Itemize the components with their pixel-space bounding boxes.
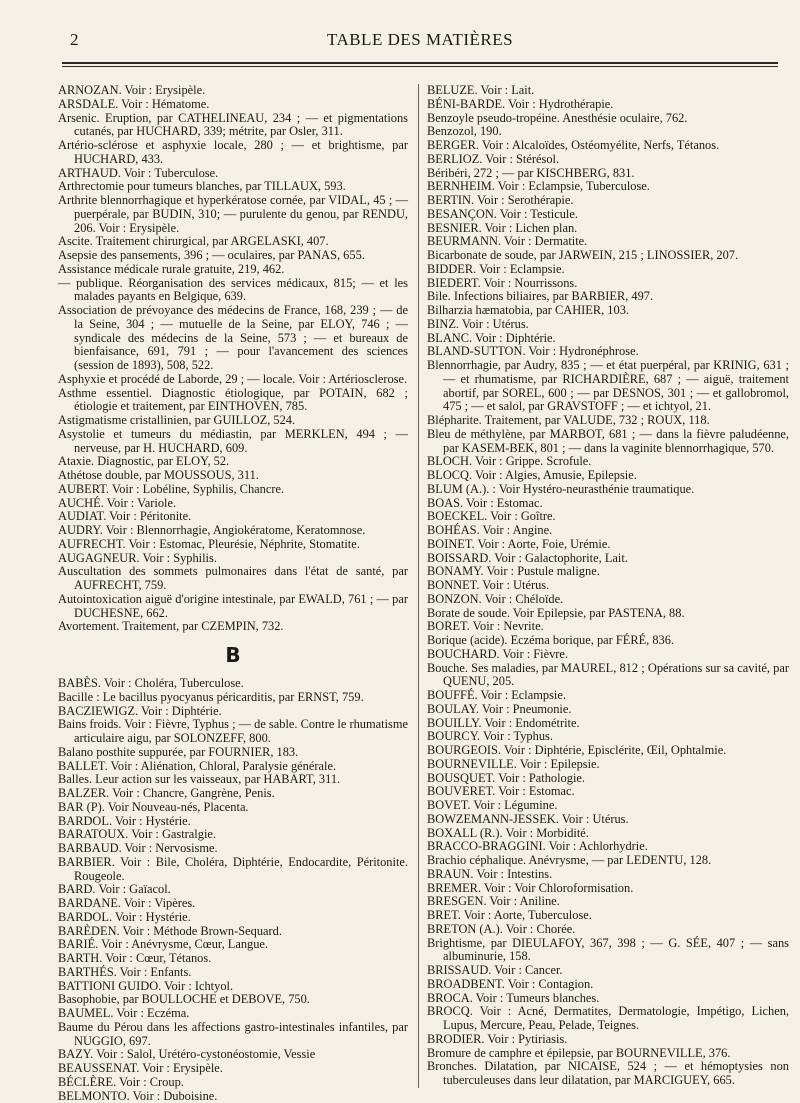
index-entry: BAZY. Voir : Salol, Urétéro-cystonéostomie, Vessie (58, 1048, 408, 1062)
index-entry: BLANC. Voir : Diphtérie. (427, 332, 789, 346)
index-entry: Borate de soude. Voir Epilepsie, par PASTENA, 88. (427, 607, 789, 621)
index-entry: BOECKEL. Voir : Goître. (427, 510, 789, 524)
index-entry: BARTH. Voir : Cœur, Tétanos. (58, 952, 408, 966)
index-entry: BONNET. Voir : Utérus. (427, 579, 789, 593)
index-entry: BOAS. Voir : Estomac. (427, 497, 789, 511)
index-entry: Asystolie et tumeurs du médiastin, par MERKLEN, 494 ; — nerveuse, par H. HUCHARD, 609. (58, 428, 408, 456)
index-entry: BARIÉ. Voir : Anévrysme, Cœur, Langue. (58, 938, 408, 952)
index-entry: BACZIEWIGZ. Voir : Diphtérie. (58, 705, 408, 719)
index-entry: BLAND-SUTTON. Voir : Hydronéphrose. (427, 345, 789, 359)
index-entry: Borique (acide). Eczéma borique, par FÉRÉ, 836. (427, 634, 789, 648)
index-entry: BATTIONI GUIDO. Voir : Ichtyol. (58, 980, 408, 994)
page-number: 2 (70, 30, 79, 50)
index-entry: Béribéri, 272 ; — par KISCHBERG, 831. (427, 167, 789, 181)
index-list-b (58, 677, 408, 1103)
index-entry: BONAMY. Voir : Pustule maligne. (427, 565, 789, 579)
index-entry: Arsenic. Eruption, par CATHELINEAU, 234 ; — et pigmentations cutanés, par HUCHARD, 339; métrite, par Osler, 311. (58, 112, 408, 140)
index-entry: BERTIN. Voir : Serothérapie. (427, 194, 789, 208)
index-entry: AUDIAT. Voir : Péritonite. (58, 510, 408, 524)
index-entry: AUBERT. Voir : Lobéline, Syphilis, Chancre. (58, 483, 408, 497)
index-entry: BOUFFÉ. Voir : Eclampsie. (427, 689, 789, 703)
index-entry: Basophobie, par BOULLOCHE et DEBOVE, 750. (58, 993, 408, 1007)
index-entry: BRET. Voir : Aorte, Tuberculose. (427, 909, 789, 923)
index-entry: BERGER. Voir : Alcaloïdes, Ostéomyélite, Nerfs, Tétanos. (427, 139, 789, 153)
index-entry: — publique. Réorganisation des services médicaux, 815; — et les malades payants en Belgique, 639. (58, 277, 408, 305)
index-entry: Baume du Pérou dans les affections gastro-intestinales infantiles, par NUGGIO, 697. (58, 1021, 408, 1049)
index-entry: Ascite. Traitement chirurgical, par ARGELASKI, 407. (58, 235, 408, 249)
index-entry: BOUCHARD. Voir : Fièvre. (427, 648, 789, 662)
index-entry: BRACCO-BRAGGINI. Voir : Achlorhydrie. (427, 840, 789, 854)
index-entry: BROADBENT. Voir : Contagion. (427, 978, 789, 992)
index-entry: BINZ. Voir : Utérus. (427, 318, 789, 332)
index-entry: BROCA. Voir : Tumeurs blanches. (427, 992, 789, 1006)
index-entry: Athétose double, par MOUSSOUS, 311. (58, 469, 408, 483)
index-entry: Asepsie des pansements, 396 ; — oculaires, par PANAS, 655. (58, 249, 408, 263)
index-entry: BÉCLÈRE. Voir : Croup. (58, 1076, 408, 1090)
index-entry: ARNOZAN. Voir : Erysipèle. (58, 84, 408, 98)
index-entry: Bile. Infections biliaires, par BARBIER, 497. (427, 290, 789, 304)
index-entry: BELUZE. Voir : Lait. (427, 84, 789, 98)
index-entry: BARATOUX. Voir : Gastralgie. (58, 828, 408, 842)
index-entry: BREMER. Voir : Voir Chloroformisation. (427, 882, 789, 896)
index-entry: Bilharzia hæmatobia, par CAHIER, 103. (427, 304, 789, 318)
index-entry: AUDRY. Voir : Blennorrhagie, Angiokératome, Keratomnose. (58, 524, 408, 538)
index-entry: Benzozol, 190. (427, 125, 789, 139)
index-entry: BARBIER. Voir : Bile, Choléra, Diphtérie, Endocardite, Péritonite. Rougeole. (58, 856, 408, 884)
index-entry: BARD. Voir : Gaïacol. (58, 883, 408, 897)
index-entry: BORET. Voir : Nevrite. (427, 620, 789, 634)
index-entry: BONZON. Voir : Chéloïde. (427, 593, 789, 607)
index-entry: BEAUSSENAT. Voir : Erysipèle. (58, 1062, 408, 1076)
index-entry: BESANÇON. Voir : Testicule. (427, 208, 789, 222)
index-entry: Avortement. Traitement, par CZEMPIN, 732. (58, 620, 408, 634)
index-entry: BESNIER. Voir : Lichen plan. (427, 222, 789, 236)
index-entry: Blépharite. Traitement, par VALUDE, 732 ; ROUX, 118. (427, 414, 789, 428)
index-entry: Arthrite blennorrhagique et hyperkératose cornée, par VIDAL, 45 ; — puerpérale, par BUDIN, 310; — purulente du genou, par RENDU, 206. Voir : Erysipèle. (58, 194, 408, 235)
index-entry: AUGAGNEUR. Voir : Syphilis. (58, 552, 408, 566)
header-rule-thin (62, 66, 778, 67)
index-entry: Assistance médicale rurale gratuite, 219, 462. (58, 263, 408, 277)
index-entry: BAUMEL. Voir : Eczéma. (58, 1007, 408, 1021)
index-entry: BOHÉAS. Voir : Angine. (427, 524, 789, 538)
index-entry: BABÈS. Voir : Choléra, Tuberculose. (58, 677, 408, 691)
index-list-a (58, 84, 408, 634)
index-entry: BERNHEIM. Voir : Eclampsie, Tuberculose. (427, 180, 789, 194)
index-entry: Bromure de camphre et épilepsie, par BOURNEVILLE, 376. (427, 1047, 789, 1061)
index-entry: BÉNI-BARDE. Voir : Hydrothérapie. (427, 98, 789, 112)
index-entry: ARTHAUD. Voir : Tuberculose. (58, 167, 408, 181)
index-entry: BOISSARD. Voir : Galactophorite, Lait. (427, 552, 789, 566)
index-entry: BARTHÉS. Voir : Enfants. (58, 966, 408, 980)
index-entry: Blennorrhagie, par Audry, 835 ; — et état puerpéral, par KRINIG, 631 ; — et rhumatisme, par RICHARDIÈRE, 687 ; — aiguë, traitement abortif, par SOREL, 600 ; — par DESNOS, 301 ; — et gallobromol, 475 ; — et salol, par GRAVSTOFF ; — et ichtyol, 21. (427, 359, 789, 414)
index-entry: BLOCQ. Voir : Algies, Amusie, Epilepsie. (427, 469, 789, 483)
index-entry: Balles. Leur action sur les vaisseaux, par HABART, 311. (58, 773, 408, 787)
index-entry: BELMONTO. Voir : Duboisine. (58, 1090, 408, 1103)
index-entry: BARDANE. Voir : Vipères. (58, 897, 408, 911)
index-entry: BEURMANN. Voir : Dermatite. (427, 235, 789, 249)
index-entry: BOUSQUET. Voir : Pathologie. (427, 772, 789, 786)
index-entry: Balano posthite suppurée, par FOURNIER, 183. (58, 746, 408, 760)
index-entry: Benzoyle pseudo-tropéine. Anesthésie oculaire, 762. (427, 112, 789, 126)
index-entry: BRESGEN. Voir : Aniline. (427, 895, 789, 909)
index-entry: BOUILLY. Voir : Endométrite. (427, 717, 789, 731)
index-entry: BOURCY. Voir : Typhus. (427, 730, 789, 744)
index-entry: BIDDER. Voir : Eclampsie. (427, 263, 789, 277)
index-entry: BOUVERET. Voir : Estomac. (427, 785, 789, 799)
index-entry: BOULAY. Voir : Pneumonie. (427, 703, 789, 717)
index-entry: BRODIER. Voir : Pytiriasis. (427, 1033, 789, 1047)
index-entry: Association de prévoyance des médecins de France, 168, 239 ; — de la Seine, 304 ; — mutuelle de la Seine, par ELOY, 746 ; — syndicale des médecins de la Seine, 573 ; — et bureaux de bienfaisance, 691, 791 ; — pour l'avancement des sciences (session de 1893), 508, 522. (58, 304, 408, 373)
index-entry: BALLET. Voir : Aliénation, Chloral, Paralysie générale. (58, 760, 408, 774)
index-entry: BALZER. Voir : Chancre, Gangrène, Penis. (58, 787, 408, 801)
index-entry: BOWZEMANN-JESSEK. Voir : Utérus. (427, 813, 789, 827)
index-entry: Bouche. Ses maladies, par MAUREL, 812 ; Opérations sur sa cavité, par QUENU, 205. (427, 662, 789, 690)
page-title: TABLE DES MATIÈRES (62, 30, 778, 50)
right-column (418, 84, 789, 1088)
index-entry: BARDOL. Voir : Hystérie. (58, 815, 408, 829)
index-entry: BOURGEOIS. Voir : Diphtérie, Episclérite, Œil, Ophtalmie. (427, 744, 789, 758)
index-entry: BARBAUD. Voir : Nervosisme. (58, 842, 408, 856)
index-entry: Bleu de méthylène, par MARBOT, 681 ; — dans la fièvre paludéenne, par KASEM-BEK, 801 ; — dans la vaginite blennorrhagique, 570. (427, 428, 789, 456)
index-entry: Bicarbonate de soude, par JARWEIN, 215 ; LINOSSIER, 207. (427, 249, 789, 263)
index-entry: BARÈDEN. Voir : Méthode Brown-Sequard. (58, 925, 408, 939)
index-entry: Astigmatisme cristallinien, par GUILLOZ, 524. (58, 414, 408, 428)
index-entry: Brightisme, par DIEULAFOY, 367, 398 ; — G. SÉE, 407 ; — sans albuminurie, 158. (427, 937, 789, 965)
index-entry: BOXALL (R.). Voir : Morbidité. (427, 827, 789, 841)
index-entry: Asphyxie et procédé de Laborde, 29 ; — locale. Voir : Artériosclerose. (58, 373, 408, 387)
index-entry: BRETON (A.). Voir : Chorée. (427, 923, 789, 937)
index-entry: Ataxie. Diagnostic, par ELOY, 52. (58, 455, 408, 469)
index-entry: BRAUN. Voir : Intestins. (427, 868, 789, 882)
header-rule (62, 62, 778, 64)
index-entry: BIEDERT. Voir : Nourrissons. (427, 277, 789, 291)
index-entry: Bains froids. Voir : Fièvre, Typhus ; — de sable. Contre le rhumatisme articulaire aigu, par SOLONZEFF, 800. (58, 718, 408, 746)
index-entry: BAR (P). Voir Nouveau-nés, Placenta. (58, 801, 408, 815)
index-list-right (427, 84, 789, 1088)
index-entry: BERLIOZ. Voir : Stérésol. (427, 153, 789, 167)
index-entry: AUCHÉ. Voir : Variole. (58, 497, 408, 511)
index-entry: Brachio céphalique. Anévrysme, — par LEDENTU, 128. (427, 854, 789, 868)
index-entry: BRISSAUD. Voir : Cancer. (427, 964, 789, 978)
index-entry: Artério-sclérose et asphyxie locale, 280 ; — et brightisme, par HUCHARD, 433. (58, 139, 408, 167)
index-entry: BARDOL. Voir : Hystérie. (58, 911, 408, 925)
index-entry: Bronches. Dilatation, par NICAISE, 524 ; — et hémoptysies non tuberculeuses dans leur dilatation, par MARCIGUEY, 665. (427, 1060, 789, 1088)
index-entry: BOINET. Voir : Aorte, Foie, Urémie. (427, 538, 789, 552)
index-entry: BROCQ. Voir : Acné, Dermatites, Dermatologie, Impétigo, Lichen, Lupus, Mercure, Peau, Pelade, Teignes. (427, 1005, 789, 1033)
index-entry: BOURNEVILLE. Voir : Epilepsie. (427, 758, 789, 772)
left-column (58, 84, 408, 1103)
index-entry: AUFRECHT. Voir : Estomac, Pleurésie, Néphrite, Stomatite. (58, 538, 408, 552)
index-entry: Autointoxication aiguë d'origine intestinale, par EWALD, 761 ; — par DUCHESNE, 662. (58, 593, 408, 621)
index-entry: BLOCH. Voir : Grippe. Scrofule. (427, 455, 789, 469)
index-entry: Auscultation des sommets pulmonaires dans l'état de santé, par AUFRECHT, 759. (58, 565, 408, 593)
index-entry: BLUM (A.). : Voir Hystéro-neurasthénie traumatique. (427, 483, 789, 497)
index-entry: Arthrectomie pour tumeurs blanches, par TILLAUX, 593. (58, 180, 408, 194)
index-entry: BOVET. Voir : Légumine. (427, 799, 789, 813)
index-entry: Bacille : Le bacillus pyocyanus péricarditis, par ERNST, 759. (58, 691, 408, 705)
section-letter-b: B (58, 644, 408, 666)
page-header (62, 30, 778, 58)
index-entry: Asthme essentiel. Diagnostic étiologique, par POTAIN, 682 ; étiologie et traitement, par EINTHOVEN, 785. (58, 387, 408, 415)
index-entry: ARSDALE. Voir : Hématome. (58, 98, 408, 112)
